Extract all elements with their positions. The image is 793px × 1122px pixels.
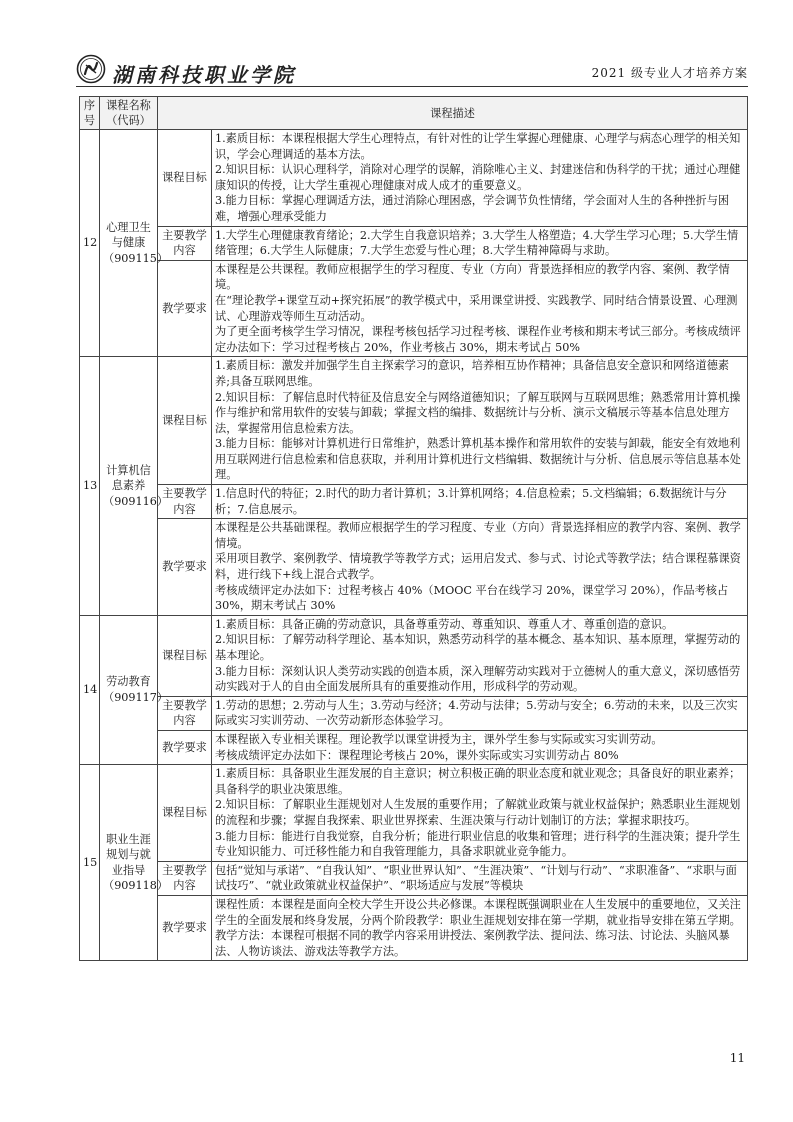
table-row xyxy=(80,696,748,730)
page-number: 11 xyxy=(729,1051,745,1065)
course-name-cell xyxy=(100,765,169,961)
description-paragraph: 1.信息时代的特征；2.时代的助力者计算机；3.计算机网络；4.信息检索；5.文档编辑；6.数据统计与分析；7.信息展示。 xyxy=(215,487,727,516)
description-paragraph: 在“理论教学+课堂互动+探究拓展”的教学模式中，采用课堂讲授、实践教学、同时结合情景设置、心理测试、心理游戏等师生互动活动。 xyxy=(215,293,738,323)
course-code: （909118） xyxy=(103,879,169,893)
description-paragraph: 3.能力目标：掌握心理调适方法，通过消除心理困惑，学会调节负性情绪，学会面对人生的各种挫折与困难，增强心理承受能力 xyxy=(215,194,730,223)
table-row xyxy=(80,519,748,616)
description-paragraph: 本课程嵌入专业相关课程。理论教学以课堂讲授为主，课外学生参与实际或实习实训劳动。 xyxy=(215,732,663,746)
table-row xyxy=(80,130,748,227)
header-course-description: 课程描述 xyxy=(158,97,748,130)
table-row xyxy=(80,861,748,895)
school-logo-icon xyxy=(76,54,106,84)
section-label: 课程目标 xyxy=(158,357,212,485)
section-description xyxy=(212,357,748,485)
course-code: （909116） xyxy=(103,494,169,508)
course-name: 劳动教育 xyxy=(106,675,151,689)
section-label: 教学要求 xyxy=(158,519,212,616)
description-paragraph: 3.能力目标：能够对计算机进行日常维护，熟悉计算机基本操作和常用软件的安装与卸载，能安全有效地利用互联网进行信息检索和信息获取，并利用计算机进行文档编辑、数据统计与分析、信息展示等信息基本处理。 xyxy=(215,437,741,482)
section-label: 主要教学内容 xyxy=(158,696,212,730)
description-paragraph: 3.能力目标：深刻认识人类劳动实践的创造本质，深入理解劳动实践对于立德树人的重大意义，深切感悟劳动实践对于人的自由全面发展所具有的重要推动作用，形成科学的劳动观。 xyxy=(215,664,741,694)
section-description xyxy=(212,696,748,730)
course-number: 15 xyxy=(80,765,100,961)
table-row xyxy=(80,730,748,764)
table-row xyxy=(80,765,748,862)
section-description xyxy=(212,730,748,764)
course-number: 14 xyxy=(80,615,100,764)
document-title: 2021 级专业人才培养方案 xyxy=(591,66,748,80)
section-description xyxy=(212,615,748,696)
section-description xyxy=(212,260,748,357)
table-header-row xyxy=(80,97,748,130)
course-name-cell xyxy=(100,357,169,616)
description-paragraph: 本课程是公共课程。教师应根据学生的学习程度、专业（方向）背景选择相应的教学内容、案例、教学情境。 xyxy=(215,262,730,292)
description-paragraph: 3.能力目标：能进行自我觉察，自我分析；能进行职业信息的收集和管理；进行科学的生涯决策；提升学生专业知识能力、可迁移性能力和自我管理能力，具备求职就业竞争能力。 xyxy=(215,829,741,859)
section-label: 主要教学内容 xyxy=(158,485,212,519)
section-description xyxy=(212,861,748,895)
section-label: 教学要求 xyxy=(158,730,212,764)
description-paragraph: 1.劳动的思想；2.劳动与人生；3.劳动与经济；4.劳动与法律；5.劳动与安全；6.劳动的未来，以及三次实际或实习实训劳动、一次劳动新形态体验学习。 xyxy=(215,698,738,728)
description-paragraph: 1.素质目标：具备正确的劳动意识，具备尊重劳动、尊重知识、尊重人才、尊重创造的意识。 xyxy=(215,617,674,631)
table-body xyxy=(80,130,748,961)
section-label: 教学要求 xyxy=(158,260,212,357)
school-name: 湖南科技职业学院 xyxy=(112,63,296,87)
description-paragraph: 1.素质目标：具备职业生涯发展的自主意识；树立积极正确的职业态度和就业观念；具备良好的职业素养；具备科学的职业决策思维。 xyxy=(215,767,741,796)
course-name: 计算机信息素养 xyxy=(106,463,151,493)
description-paragraph: 2.知识目标：认识心理科学，消除对心理学的误解，消除唯心主义、封建迷信和伪科学的干扰；通过心理健康知识的传授，让大学生重视心理健康对成人成才的重要意义。 xyxy=(215,163,741,192)
description-paragraph: 考核成绩评定办法如下：课程理论考核占 20%，课外实际或实习实训劳动占 80% xyxy=(215,748,619,762)
table-row xyxy=(80,485,748,519)
description-paragraph: 考核成绩评定办法如下：过程考核占 40%（MOOC 平台在线学习 20%，课堂学习 20%），作品考核占 30%，期末考试占 30% xyxy=(215,583,729,613)
course-name: 心理卫生与健康 xyxy=(106,220,151,250)
section-description xyxy=(212,226,748,260)
course-description-table xyxy=(79,96,748,961)
section-description xyxy=(212,130,748,227)
course-name-cell xyxy=(100,130,169,357)
description-paragraph: 为了更全面考核学生学习情况，课程考核包括学习过程考核、课程作业考核和期末考试三部分。考核成绩评定办法如下：学习过程考核占 20%，作业考核占 30%，期末考试占 50% xyxy=(215,325,741,354)
table-row xyxy=(80,615,748,696)
header-course-name: 课程名称（代码） xyxy=(100,97,158,130)
description-paragraph: 1.大学生心理健康教育绪论；2.大学生自我意识培养；3.大学生人格塑造；4.大学生学习心理；5.大学生情绪管理；6.大学生人际健康；7.大学生恋爱与性心理；8.大学生精神障碍与求助。 xyxy=(215,228,739,258)
description-paragraph: 包括“觉知与承诺”、“自我认知”、“职业世界认知”、“生涯决策”、“计划与行动”、“求职准备”、“求职与面试技巧”、“就业政策就业权益保护”、“职场适应与发展”等模块 xyxy=(215,863,737,893)
course-number: 13 xyxy=(80,357,100,616)
table-row xyxy=(80,895,748,960)
header-divider xyxy=(76,86,748,87)
section-description xyxy=(212,895,748,960)
table-row xyxy=(80,226,748,260)
description-paragraph: 本课程是公共基础课程。教师应根据学生的学习程度、专业（方向）背景选择相应的教学内容、案例、教学情境。 xyxy=(215,521,741,550)
description-paragraph: 采用项目教学、案例教学、情境教学等教学方式；运用启发式、参与式、讨论式等教学法；结合课程慕课资料，进行线下+线上混合式教学。 xyxy=(215,552,741,582)
description-paragraph: 2.知识目标：了解职业生涯规划对人生发展的重要作用；了解就业政策与就业权益保护；熟悉职业生涯规划的流程和步骤；掌握自我探索、职业世界探索、生涯决策与行动计划制订的方法；掌握求职技巧。 xyxy=(215,798,741,827)
description-paragraph: 2.知识目标：了解劳动科学理论、基本知识，熟悉劳动科学的基本概念、基本知识、基本原理，掌握劳动的基本理论。 xyxy=(215,633,741,662)
table-row xyxy=(80,357,748,485)
course-number: 12 xyxy=(80,130,100,357)
course-code: （909117） xyxy=(103,690,169,704)
section-description xyxy=(212,519,748,616)
description-paragraph: 1.素质目标：激发并加强学生自主探索学习的意识，培养相互协作精神；具备信息安全意识和网络道德素养;具备互联网思维。 xyxy=(215,359,730,388)
section-label: 课程目标 xyxy=(158,130,212,227)
section-label: 主要教学内容 xyxy=(158,226,212,260)
course-name: 职业生涯规划与就业指导 xyxy=(106,832,151,877)
description-paragraph: 教学方法：本课程可根据不同的教学内容采用讲授法、案例教学法、提问法、练习法、讨论法、头脑风暴法、人物访谈法、游戏法等教学方法。 xyxy=(215,929,730,958)
page-header xyxy=(76,58,748,86)
header-num: 序号 xyxy=(80,97,100,130)
section-description xyxy=(212,765,748,862)
section-label: 课程目标 xyxy=(158,615,212,696)
description-paragraph: 2.知识目标：了解信息时代特征及信息安全与网络道德知识；了解互联网与互联网思维；熟悉常用计算机操作与维护和常用软件的安装与卸载；掌握文档的编排、数据统计与分析、演示文稿展示等基本信息处理方法，掌握常用信息检索方法。 xyxy=(215,390,741,435)
section-description xyxy=(212,485,748,519)
description-paragraph: 1.素质目标：本课程根据大学生心理特点，有针对性的让学生掌握心理健康、心理学与病态心理学的相关知识，学会心理调适的基本方法。 xyxy=(215,132,741,161)
section-label: 主要教学内容 xyxy=(158,861,212,895)
section-label: 教学要求 xyxy=(158,895,212,960)
description-paragraph: 课程性质：本课程是面向全校大学生开设公共必修课。本课程既强调职业在人生发展中的重要地位，又关注学生的全面发展和终身发展，分两个阶段教学：职业生涯规划安排在第一学期，就业指导安排在第五学期。 xyxy=(215,897,741,927)
course-code: （909115） xyxy=(103,251,169,265)
course-name-cell xyxy=(100,615,169,764)
section-label: 课程目标 xyxy=(158,765,212,862)
table-row xyxy=(80,260,748,357)
